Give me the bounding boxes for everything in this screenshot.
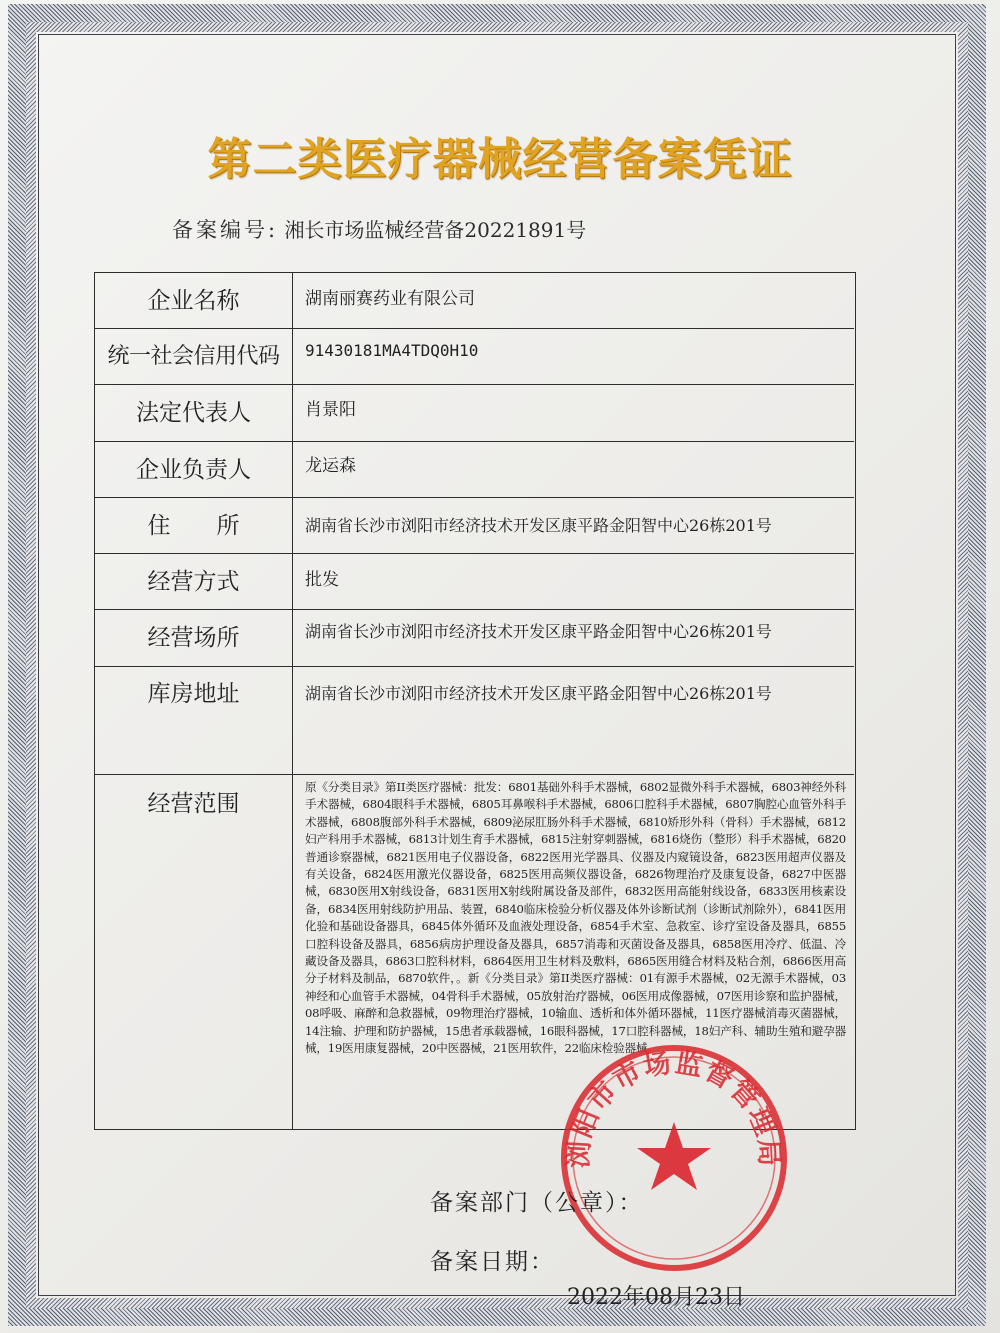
field-value: 批发 [305,570,339,590]
field-label: 经营范围 [95,775,293,1129]
field-label: 住 所 [95,498,293,553]
row-credit-code [95,329,854,385]
row-responsible-person [95,442,854,498]
field-label: 法定代表人 [95,385,293,441]
field-label: 企业名称 [95,273,293,328]
row-business-mode [95,554,854,610]
seal-text: 浏阳市市场监督管理局 [563,1047,785,1169]
filing-number-value: 湘长市场监械经营备20221891号 [284,218,587,242]
field-value: 湖南丽赛药业有限公司 [305,289,475,309]
field-value: 湖南省长沙市浏阳市经济技术开发区康平路金阳智中心26栋201号 [305,684,772,703]
row-address [95,498,854,554]
filing-number-label: 备案编号: [172,218,279,242]
certificate-title: 第二类医疗器械经营备案凭证 [207,134,793,185]
department-label: 备案部门（公章）： [430,1190,644,1216]
field-value: 湖南省长沙市浏阳市经济技术开发区康平路金阳智中心26栋201号 [305,516,772,535]
filing-number-line [172,214,586,244]
row-warehouse-address [95,667,854,775]
row-company-name [95,273,854,329]
seal-star-icon [637,1122,711,1190]
date-label: 备案日期： [430,1249,555,1275]
date-value: 2022年08月23日 [567,1285,745,1310]
field-value: 肖景阳 [305,400,356,420]
field-label: 经营方式 [95,554,293,609]
field-value: 原《分类目录》第II类医疗器械：批发：6801基础外科手术器械，6802显微外科手术器械，6803神经外科手术器械，6804眼科手术器械，6805耳鼻喉科手术器械，6806口腔科手术器械，6807胸腔心血管外科手术器械，6808腹部外科手术器械，6809泌尿肛肠外科手术器械，6810矫形外科（骨科）手术器械，6812妇产科用手术器械，6813计划生育手术器械，6815注射穿刺器械，6816烧伤（整形）科手术器械，6820普通诊察器械，6821医用电子仪器设备，6822医用光学器具、仪器及内窥镜设备，6823医用超声仪器及有关设备，6824医用激光仪器设备，6825医用高频仪器设备，6826物理治疗及康复设备，6827中医器械，6830医用X射线设备，6831医用X射线附属设备及部件，6832医用高能射线设备，6833医用核素设备，6834医用射线防护用品、装置，6840临床检验分析仪器及体外诊断试剂（诊断试剂除外），6841医用化验和基础设备器具，6845体外循环及血液处理设备，6854手术室、急救室、诊疗室设备及器具，6855口腔科设备及器具，6856病房护理设备及器具，6857消毒和灭菌设备及器具，6858医用冷疗、低温、冷藏设备及器具，6863口腔科材料，6864医用卫生材料及敷料，6865医用缝合材料及粘合剂，6866医用高分子材料及制品，6870软件，。新《分类目录》第II类医疗器械：01有源手术器械，02无源手术器械，03神经和心血管手术器械，04骨科手术器械，05放射治疗器械，06医用成像器械，07医用诊察和监护器械，08呼吸、麻醉和急救器械，09物理治疗器械，10输血、透析和体外循环器械，11医疗器械消毒灭菌器械，14注输、护理和防护器械，15患者承载器械，16眼科器械，17口腔科器械，18妇产科、辅助生殖和避孕器械，19医用康复器械，20中医器械，21医用软件，22临床检验器械。 [305,780,846,1056]
field-value: 91430181MA4TDQ0H10 [305,341,479,360]
official-seal [556,1040,792,1276]
field-value: 湖南省长沙市浏阳市经济技术开发区康平路金阳智中心26栋201号 [305,622,772,641]
info-table [94,272,856,1130]
row-legal-rep [95,385,854,442]
field-label: 经营场所 [95,610,293,666]
field-label: 库房地址 [95,667,293,774]
field-label: 统一社会信用代码 [95,329,293,384]
field-label: 企业负责人 [95,442,293,497]
row-business-premises [95,610,854,667]
field-value: 龙运森 [305,456,356,476]
